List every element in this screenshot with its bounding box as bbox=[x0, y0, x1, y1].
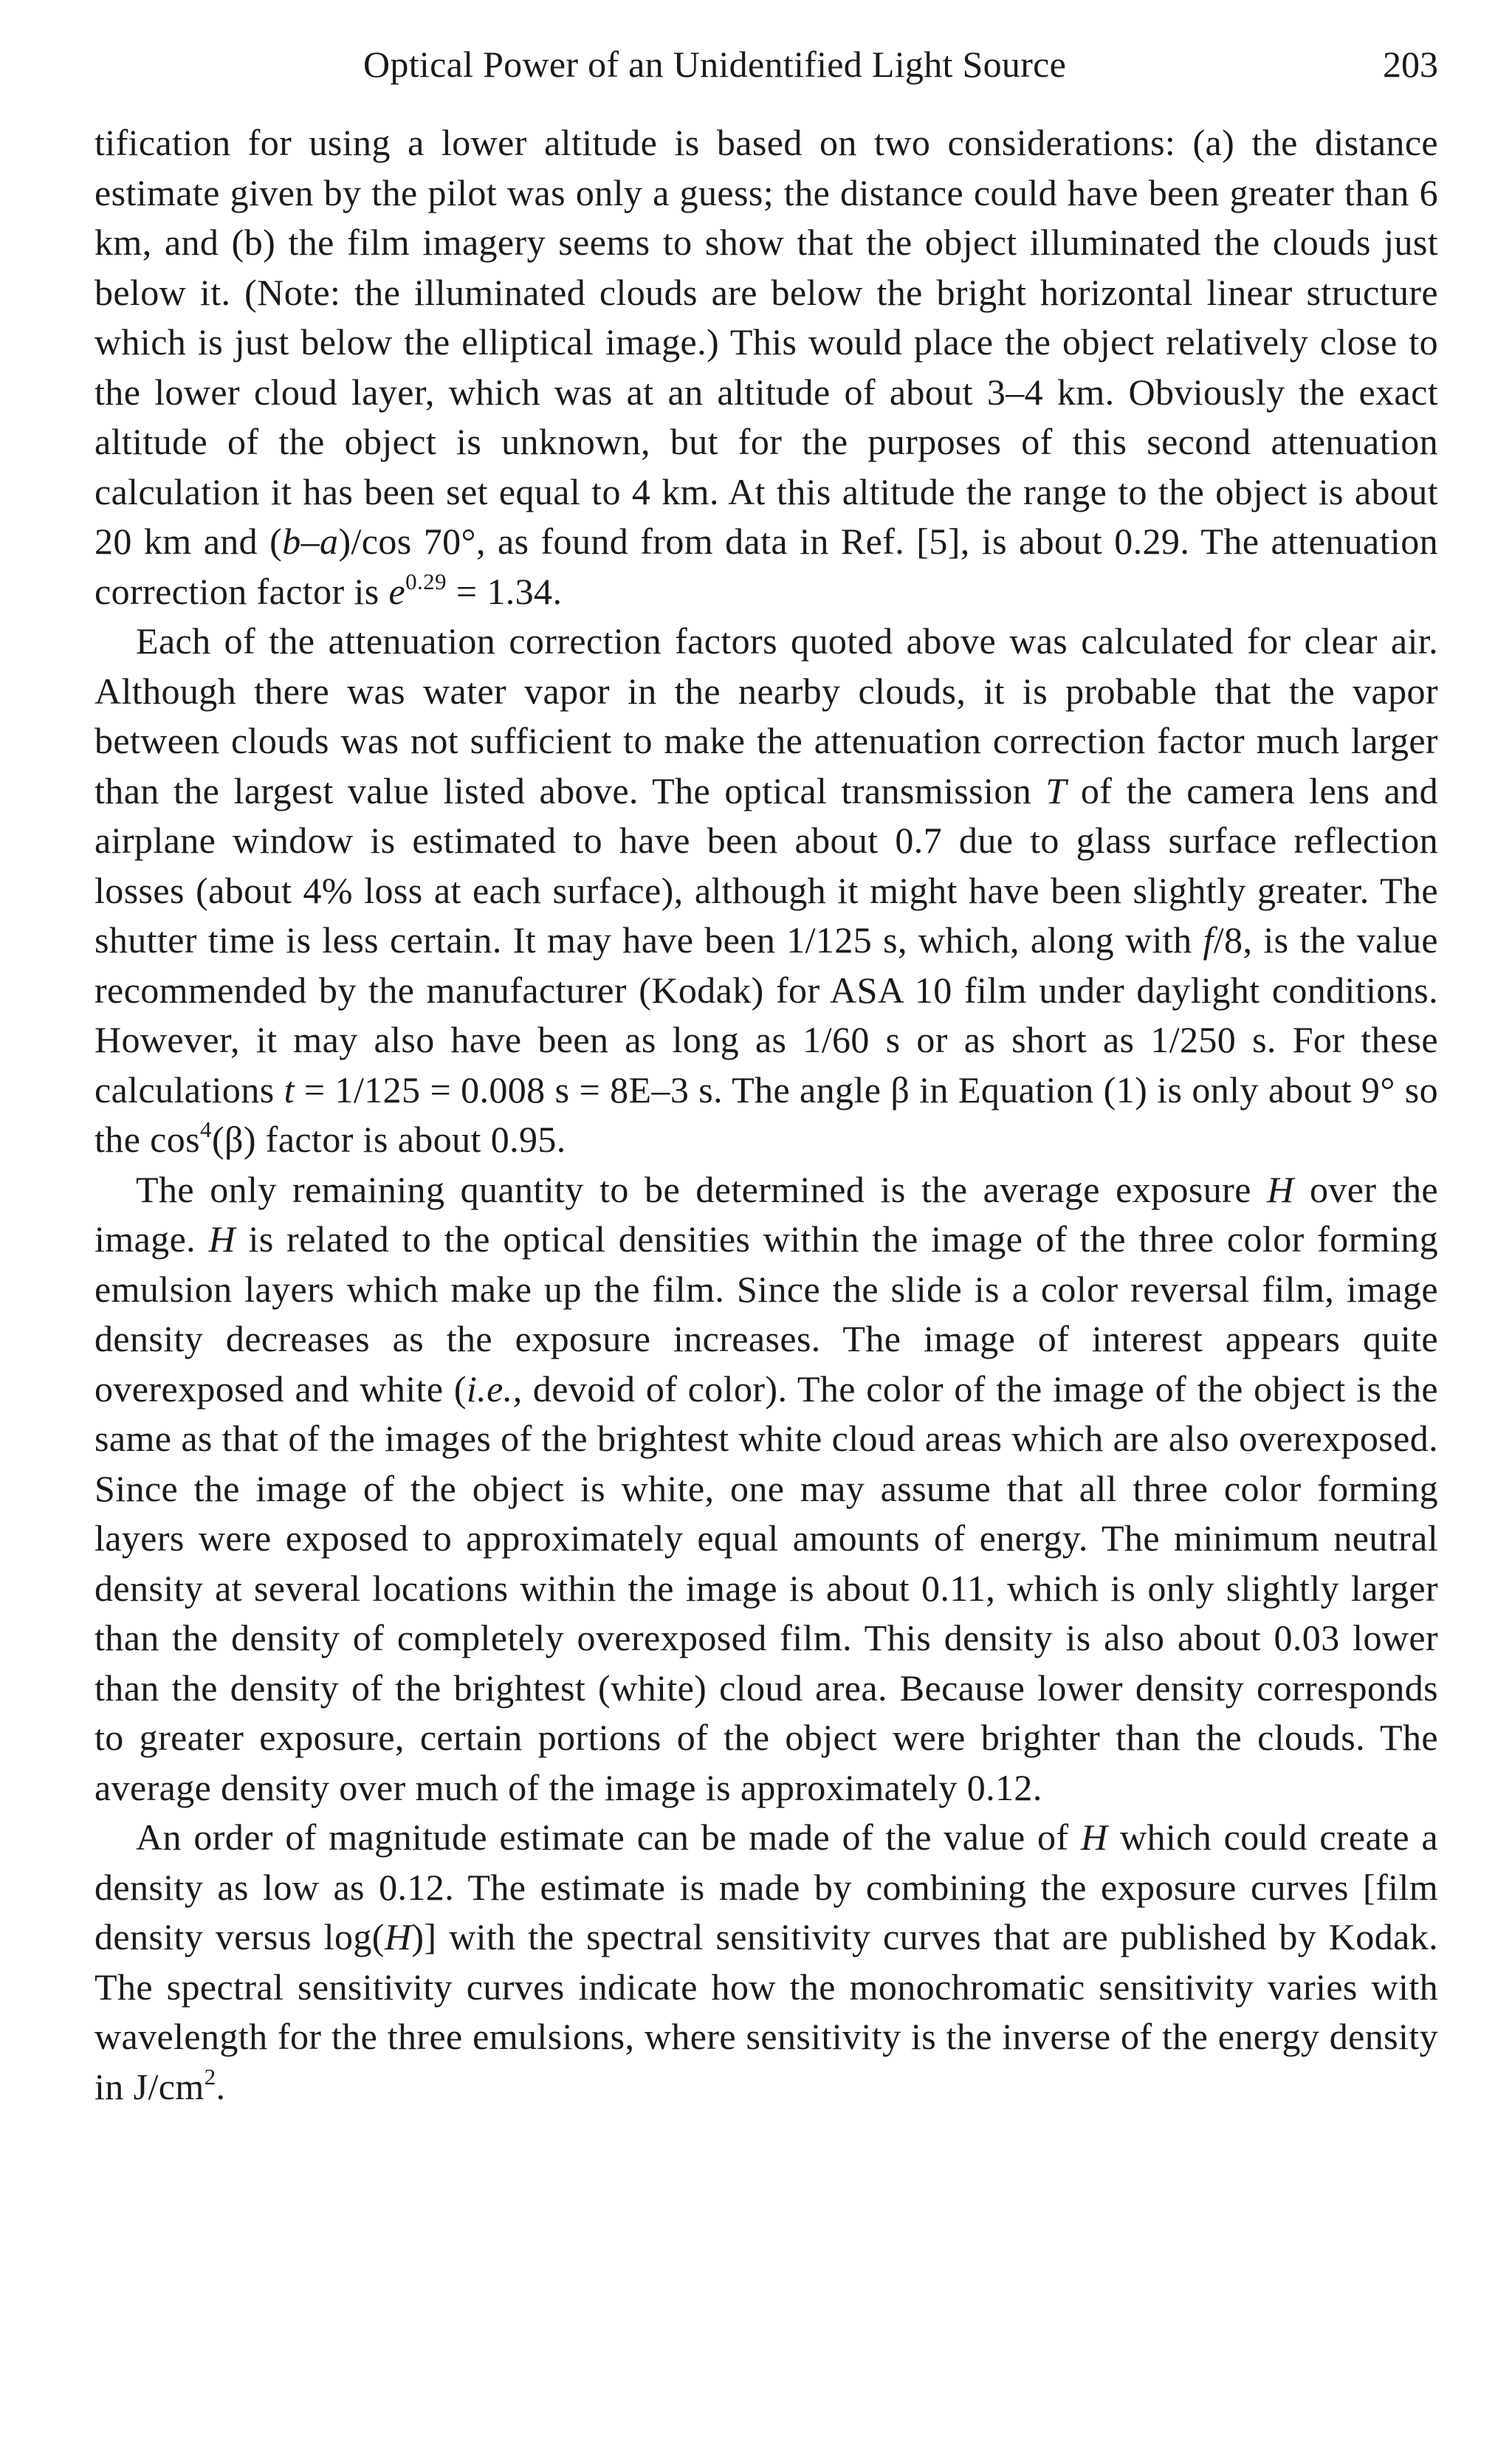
document-page bbox=[94, 38, 1438, 2112]
p4-text-a: An order of magnitude estimate can be made of the value of bbox=[136, 1816, 1081, 1858]
p1-text-c: = 1.34. bbox=[446, 570, 563, 612]
exponent-0-29: 0.29 bbox=[405, 568, 447, 594]
p2-text-c: /8, is the value recommended by the manufacturer (Kodak) for ASA 10 film under daylight conditions. However, it may also have been as long as 1/60 s or as short as 1/250 s. For these calculations bbox=[94, 919, 1438, 1111]
p2-text-d: = 1/125 = 0.008 s = 8E–3 s. The angle β in Equation (1) is only about 9° so the cos bbox=[94, 1068, 1438, 1160]
p4-text-d: . bbox=[216, 2065, 226, 2107]
variable-e: e bbox=[388, 570, 406, 612]
p1-text-a: tification for using a lower altitude is based on two considerations: (a) the distance estimate given by the pilot was only a guess; the distance could have been greater than 6 km, and (b) the film imagery seems to show that the object illuminated the clouds just below it. (Note: the illuminated clouds are below the bright horizontal linear structure which is just below the elliptical image.) This would place the object relatively close to the lower cloud layer, which was at an altitude of about 3–4 km. Obviously the exact altitude of the object is unknown, but for the purposes of this second attenuation calculation it has been set equal to 4 km. At this altitude the range to the object is about 20 km and ( bbox=[94, 122, 1438, 562]
paragraph-3 bbox=[94, 1165, 1438, 1813]
p1-text-b: )/cos 70°, as found from data in Ref. [5], is about 0.29. The attenuation correction factor is bbox=[94, 521, 1438, 612]
variable-T: T bbox=[1045, 769, 1067, 811]
running-title: Optical Power of an Unidentified Light Source bbox=[363, 44, 1067, 85]
body-text bbox=[94, 118, 1438, 2112]
p3-text-b: over the image. bbox=[94, 1168, 1439, 1260]
p4-text-b: which could create a density as low as 0.12. The estimate is made by combining the exposure curves [film density versus log( bbox=[94, 1816, 1438, 1957]
p2-text-a: Each of the attenuation correction factors quoted above was calculated for clear air. Although there was water vapor in the nearby clouds, it is probable that the vapor between clouds was not sufficient to make the attenuation correction factor much larger than the largest value listed above. The optical transmission bbox=[94, 620, 1438, 811]
p2-text-e: (β) factor is about 0.95. bbox=[211, 1119, 566, 1160]
paragraph-2 bbox=[94, 617, 1438, 1165]
abbreviation-ie: i.e., bbox=[466, 1367, 523, 1410]
p2-text-b: of the camera lens and airplane window is estimated to have been about 0.7 due to glass surface reflection losses (about 4% loss at each surface), although it might have been slightly greater. The shutter time is less certain. It may have been 1/125 s, which, along with bbox=[94, 769, 1438, 961]
p3-text-d: devoid of color). The color of the image of the object is the same as that of the images of the brightest white cloud areas which are also overexposed. Since the image of the object is white, one may assume that all three color forming layers were exposed to approximately equal amounts of energy. The minimum neutral density at several locations within the image is about 0.11, which is only slightly larger than the density of completely overexposed film. This density is also about 0.03 lower than the density of the brightest (white) cloud area. Because lower density corresponds to greater exposure, certain portions of the object were brighter than the clouds. The average density over much of the image is approximately 0.12. bbox=[94, 1367, 1438, 1808]
p1-dash: – bbox=[300, 521, 320, 562]
variable-H: H bbox=[384, 1916, 412, 1957]
variable-b: b bbox=[282, 521, 301, 562]
p3-text-c: is related to the optical densities within the image of the three color forming emulsion layers which make up the film. Since the slide is a color reversal film, image density decreases as the exposure increases. The image of interest appears quite overexposed and white ( bbox=[94, 1218, 1438, 1410]
paragraph-1 bbox=[94, 118, 1438, 617]
exponent-4: 4 bbox=[200, 1116, 212, 1143]
paragraph-4 bbox=[94, 1813, 1438, 2112]
variable-f: f bbox=[1203, 919, 1214, 961]
p4-text-c: )] with the spectral sensitivity curves that are published by Kodak. The spectral sensitivity curves indicate how the monochromatic sensitivity varies with wavelength for the three emulsions, where sensitivity is the inverse of the energy density in J/cm bbox=[94, 1916, 1439, 2107]
variable-H: H bbox=[1080, 1816, 1108, 1858]
variable-t: t bbox=[284, 1068, 295, 1111]
variable-H: H bbox=[1267, 1168, 1294, 1210]
exponent-2: 2 bbox=[204, 2063, 216, 2090]
page-header bbox=[94, 38, 1438, 96]
variable-H: H bbox=[208, 1218, 236, 1260]
variable-a: a bbox=[320, 521, 339, 562]
p3-text-a: The only remaining quantity to be determined is the average exposure bbox=[136, 1168, 1268, 1210]
page-number: 203 bbox=[1383, 44, 1438, 85]
